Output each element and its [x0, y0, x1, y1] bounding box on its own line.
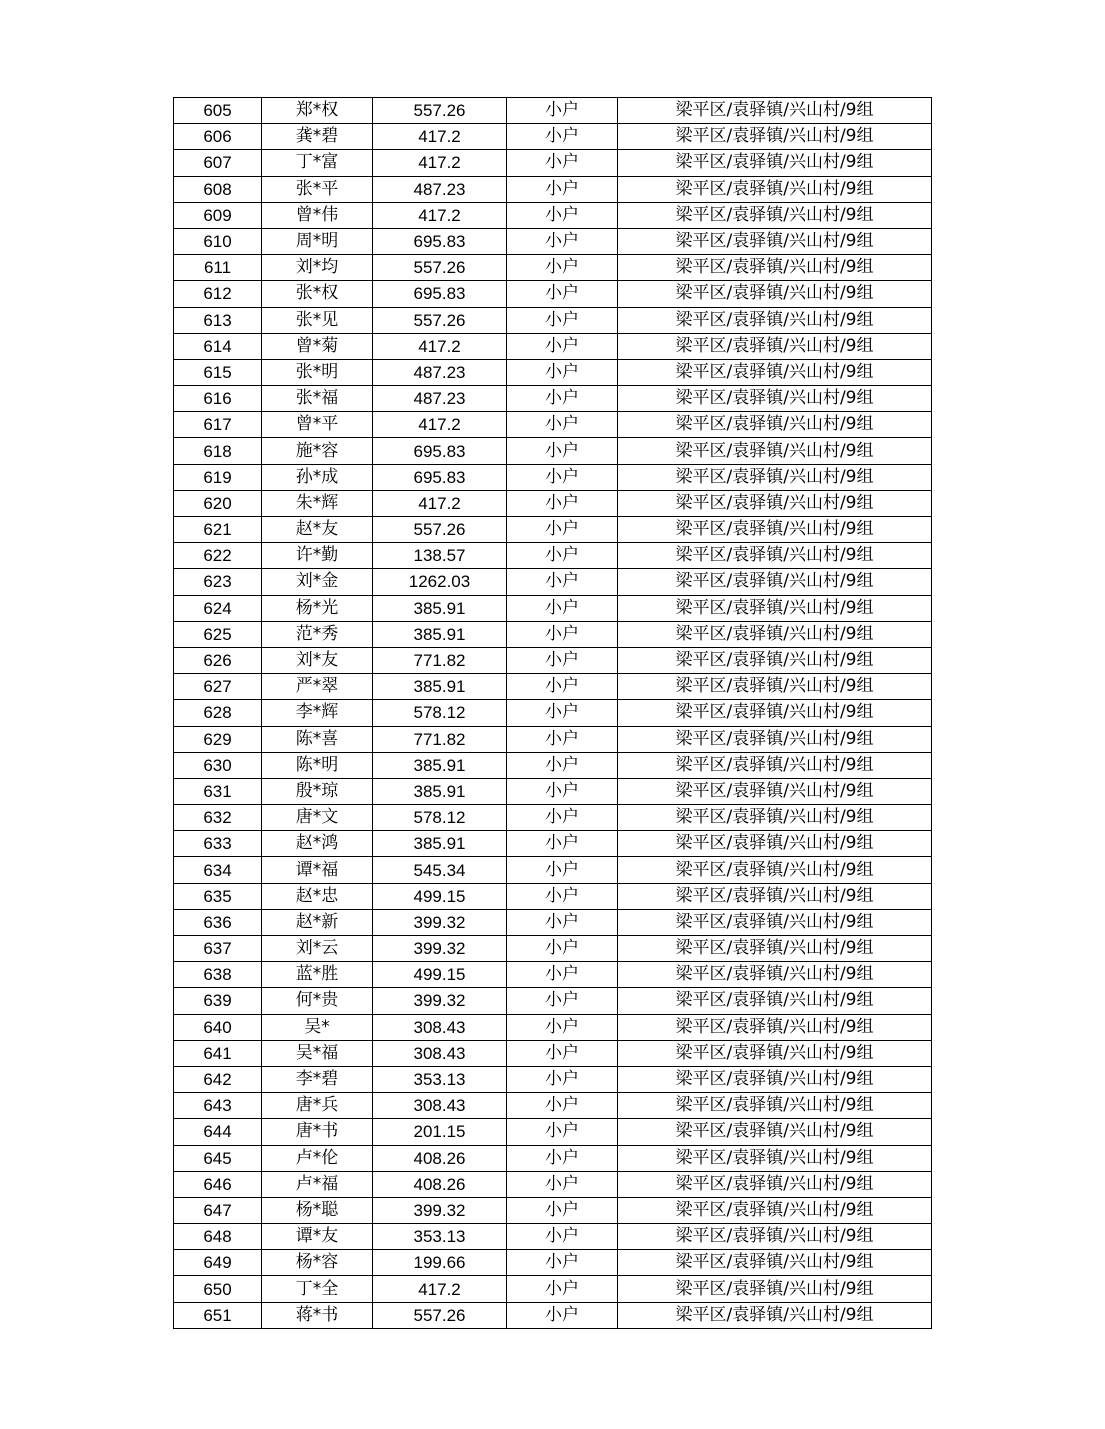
- row-location-cell: 梁平区/袁驿镇/兴山村/9组: [618, 202, 932, 228]
- table-row: [174, 752, 932, 778]
- row-id-cell: 606: [174, 124, 262, 150]
- table-row: [174, 1250, 932, 1276]
- table-row: [174, 1014, 932, 1040]
- table-row: [174, 726, 932, 752]
- row-type-cell: 小户: [507, 988, 618, 1014]
- row-type-cell: 小户: [507, 1145, 618, 1171]
- row-type-cell: 小户: [507, 1119, 618, 1145]
- row-type-cell: 小户: [507, 857, 618, 883]
- table-row: [174, 150, 932, 176]
- records-table: [173, 97, 932, 1329]
- row-area-cell: 385.91: [373, 674, 507, 700]
- table-row: [174, 386, 932, 412]
- row-area-cell: 417.2: [373, 1276, 507, 1302]
- row-id-cell: 646: [174, 1171, 262, 1197]
- row-name-cell: 刘*均: [262, 255, 373, 281]
- table-row: [174, 857, 932, 883]
- row-type-cell: 小户: [507, 490, 618, 516]
- row-area-cell: 499.15: [373, 883, 507, 909]
- table-row: [174, 124, 932, 150]
- row-type-cell: 小户: [507, 150, 618, 176]
- row-type-cell: 小户: [507, 726, 618, 752]
- table-row: [174, 1197, 932, 1223]
- table-row: [174, 595, 932, 621]
- row-name-cell: 赵*友: [262, 517, 373, 543]
- row-id-cell: 651: [174, 1302, 262, 1328]
- row-name-cell: 朱*辉: [262, 490, 373, 516]
- row-location-cell: 梁平区/袁驿镇/兴山村/9组: [618, 936, 932, 962]
- row-id-cell: 645: [174, 1145, 262, 1171]
- row-type-cell: 小户: [507, 1250, 618, 1276]
- table-row: [174, 176, 932, 202]
- row-location-cell: 梁平区/袁驿镇/兴山村/9组: [618, 386, 932, 412]
- row-id-cell: 612: [174, 281, 262, 307]
- row-id-cell: 626: [174, 647, 262, 673]
- row-id-cell: 638: [174, 962, 262, 988]
- row-location-cell: 梁平区/袁驿镇/兴山村/9组: [618, 857, 932, 883]
- row-location-cell: 梁平区/袁驿镇/兴山村/9组: [618, 490, 932, 516]
- table-row: [174, 464, 932, 490]
- row-location-cell: 梁平区/袁驿镇/兴山村/9组: [618, 255, 932, 281]
- table-row: [174, 543, 932, 569]
- row-location-cell: 梁平区/袁驿镇/兴山村/9组: [618, 1224, 932, 1250]
- row-id-cell: 630: [174, 752, 262, 778]
- row-id-cell: 621: [174, 517, 262, 543]
- row-id-cell: 616: [174, 386, 262, 412]
- row-id-cell: 644: [174, 1119, 262, 1145]
- row-area-cell: 353.13: [373, 1066, 507, 1092]
- row-area-cell: 399.32: [373, 909, 507, 935]
- row-id-cell: 649: [174, 1250, 262, 1276]
- row-location-cell: 梁平区/袁驿镇/兴山村/9组: [618, 595, 932, 621]
- row-area-cell: 353.13: [373, 1224, 507, 1250]
- row-id-cell: 614: [174, 333, 262, 359]
- row-area-cell: 408.26: [373, 1145, 507, 1171]
- table-row: [174, 1224, 932, 1250]
- row-name-cell: 周*明: [262, 228, 373, 254]
- row-area-cell: 308.43: [373, 1040, 507, 1066]
- row-id-cell: 620: [174, 490, 262, 516]
- row-area-cell: 557.26: [373, 98, 507, 124]
- row-area-cell: 399.32: [373, 988, 507, 1014]
- row-area-cell: 557.26: [373, 307, 507, 333]
- row-id-cell: 637: [174, 936, 262, 962]
- row-type-cell: 小户: [507, 307, 618, 333]
- row-area-cell: 408.26: [373, 1171, 507, 1197]
- row-name-cell: 刘*云: [262, 936, 373, 962]
- row-name-cell: 刘*金: [262, 569, 373, 595]
- row-location-cell: 梁平区/袁驿镇/兴山村/9组: [618, 831, 932, 857]
- row-name-cell: 吴*: [262, 1014, 373, 1040]
- row-type-cell: 小户: [507, 1093, 618, 1119]
- row-location-cell: 梁平区/袁驿镇/兴山村/9组: [618, 150, 932, 176]
- row-id-cell: 619: [174, 464, 262, 490]
- row-type-cell: 小户: [507, 595, 618, 621]
- records-table-body: [174, 98, 932, 1329]
- row-type-cell: 小户: [507, 333, 618, 359]
- row-type-cell: 小户: [507, 831, 618, 857]
- table-row: [174, 569, 932, 595]
- row-type-cell: 小户: [507, 386, 618, 412]
- table-row: [174, 674, 932, 700]
- row-type-cell: 小户: [507, 543, 618, 569]
- row-location-cell: 梁平区/袁驿镇/兴山村/9组: [618, 1119, 932, 1145]
- row-location-cell: 梁平区/袁驿镇/兴山村/9组: [618, 124, 932, 150]
- row-id-cell: 610: [174, 228, 262, 254]
- row-name-cell: 谭*友: [262, 1224, 373, 1250]
- table-row: [174, 909, 932, 935]
- row-id-cell: 615: [174, 359, 262, 385]
- row-id-cell: 636: [174, 909, 262, 935]
- table-row: [174, 1093, 932, 1119]
- table-row: [174, 805, 932, 831]
- row-name-cell: 蓝*胜: [262, 962, 373, 988]
- row-type-cell: 小户: [507, 202, 618, 228]
- row-id-cell: 608: [174, 176, 262, 202]
- row-name-cell: 张*平: [262, 176, 373, 202]
- table-row: [174, 490, 932, 516]
- row-name-cell: 殷*琼: [262, 778, 373, 804]
- row-name-cell: 丁*富: [262, 150, 373, 176]
- row-name-cell: 张*见: [262, 307, 373, 333]
- row-name-cell: 张*明: [262, 359, 373, 385]
- row-type-cell: 小户: [507, 674, 618, 700]
- table-row: [174, 883, 932, 909]
- row-name-cell: 龚*碧: [262, 124, 373, 150]
- row-area-cell: 771.82: [373, 647, 507, 673]
- row-type-cell: 小户: [507, 281, 618, 307]
- row-area-cell: 417.2: [373, 333, 507, 359]
- row-area-cell: 487.23: [373, 359, 507, 385]
- table-row: [174, 962, 932, 988]
- row-id-cell: 639: [174, 988, 262, 1014]
- row-location-cell: 梁平区/袁驿镇/兴山村/9组: [618, 176, 932, 202]
- row-type-cell: 小户: [507, 909, 618, 935]
- row-location-cell: 梁平区/袁驿镇/兴山村/9组: [618, 281, 932, 307]
- row-location-cell: 梁平区/袁驿镇/兴山村/9组: [618, 228, 932, 254]
- row-area-cell: 695.83: [373, 438, 507, 464]
- row-id-cell: 643: [174, 1093, 262, 1119]
- row-name-cell: 施*容: [262, 438, 373, 464]
- row-location-cell: 梁平区/袁驿镇/兴山村/9组: [618, 909, 932, 935]
- row-location-cell: 梁平区/袁驿镇/兴山村/9组: [618, 98, 932, 124]
- row-id-cell: 641: [174, 1040, 262, 1066]
- row-name-cell: 谭*福: [262, 857, 373, 883]
- row-id-cell: 609: [174, 202, 262, 228]
- row-id-cell: 618: [174, 438, 262, 464]
- table-row: [174, 1276, 932, 1302]
- table-row: [174, 98, 932, 124]
- row-id-cell: 633: [174, 831, 262, 857]
- row-area-cell: 417.2: [373, 202, 507, 228]
- row-location-cell: 梁平区/袁驿镇/兴山村/9组: [618, 333, 932, 359]
- row-type-cell: 小户: [507, 962, 618, 988]
- row-type-cell: 小户: [507, 805, 618, 831]
- row-type-cell: 小户: [507, 228, 618, 254]
- row-location-cell: 梁平区/袁驿镇/兴山村/9组: [618, 883, 932, 909]
- row-location-cell: 梁平区/袁驿镇/兴山村/9组: [618, 517, 932, 543]
- row-id-cell: 640: [174, 1014, 262, 1040]
- row-area-cell: 138.57: [373, 543, 507, 569]
- row-name-cell: 杨*容: [262, 1250, 373, 1276]
- row-location-cell: 梁平区/袁驿镇/兴山村/9组: [618, 543, 932, 569]
- row-location-cell: 梁平区/袁驿镇/兴山村/9组: [618, 752, 932, 778]
- table-row: [174, 1302, 932, 1328]
- row-type-cell: 小户: [507, 1014, 618, 1040]
- row-name-cell: 杨*聪: [262, 1197, 373, 1223]
- row-id-cell: 635: [174, 883, 262, 909]
- row-name-cell: 陈*喜: [262, 726, 373, 752]
- row-location-cell: 梁平区/袁驿镇/兴山村/9组: [618, 359, 932, 385]
- row-location-cell: 梁平区/袁驿镇/兴山村/9组: [618, 1014, 932, 1040]
- row-area-cell: 557.26: [373, 517, 507, 543]
- row-location-cell: 梁平区/袁驿镇/兴山村/9组: [618, 674, 932, 700]
- row-area-cell: 385.91: [373, 778, 507, 804]
- row-name-cell: 卢*福: [262, 1171, 373, 1197]
- row-area-cell: 308.43: [373, 1093, 507, 1119]
- table-row: [174, 936, 932, 962]
- row-type-cell: 小户: [507, 255, 618, 281]
- row-id-cell: 625: [174, 621, 262, 647]
- row-id-cell: 648: [174, 1224, 262, 1250]
- table-row: [174, 1119, 932, 1145]
- row-type-cell: 小户: [507, 1276, 618, 1302]
- row-location-cell: 梁平区/袁驿镇/兴山村/9组: [618, 962, 932, 988]
- row-location-cell: 梁平区/袁驿镇/兴山村/9组: [618, 1093, 932, 1119]
- row-area-cell: 499.15: [373, 962, 507, 988]
- row-location-cell: 梁平区/袁驿镇/兴山村/9组: [618, 988, 932, 1014]
- row-area-cell: 557.26: [373, 1302, 507, 1328]
- table-row: [174, 647, 932, 673]
- row-name-cell: 郑*权: [262, 98, 373, 124]
- row-type-cell: 小户: [507, 752, 618, 778]
- row-location-cell: 梁平区/袁驿镇/兴山村/9组: [618, 464, 932, 490]
- table-row: [174, 1040, 932, 1066]
- row-type-cell: 小户: [507, 1197, 618, 1223]
- row-id-cell: 647: [174, 1197, 262, 1223]
- row-type-cell: 小户: [507, 621, 618, 647]
- row-id-cell: 627: [174, 674, 262, 700]
- row-area-cell: 385.91: [373, 831, 507, 857]
- row-area-cell: 557.26: [373, 255, 507, 281]
- row-location-cell: 梁平区/袁驿镇/兴山村/9组: [618, 1302, 932, 1328]
- row-location-cell: 梁平区/袁驿镇/兴山村/9组: [618, 1040, 932, 1066]
- table-row: [174, 621, 932, 647]
- table-row: [174, 359, 932, 385]
- row-area-cell: 487.23: [373, 386, 507, 412]
- table-row: [174, 1066, 932, 1092]
- row-location-cell: 梁平区/袁驿镇/兴山村/9组: [618, 1066, 932, 1092]
- table-row: [174, 228, 932, 254]
- row-location-cell: 梁平区/袁驿镇/兴山村/9组: [618, 307, 932, 333]
- row-name-cell: 陈*明: [262, 752, 373, 778]
- table-row: [174, 988, 932, 1014]
- row-area-cell: 695.83: [373, 228, 507, 254]
- row-area-cell: 385.91: [373, 752, 507, 778]
- row-type-cell: 小户: [507, 359, 618, 385]
- row-area-cell: 417.2: [373, 490, 507, 516]
- row-area-cell: 695.83: [373, 464, 507, 490]
- row-location-cell: 梁平区/袁驿镇/兴山村/9组: [618, 1276, 932, 1302]
- row-type-cell: 小户: [507, 1171, 618, 1197]
- row-id-cell: 642: [174, 1066, 262, 1092]
- row-name-cell: 李*辉: [262, 700, 373, 726]
- row-id-cell: 623: [174, 569, 262, 595]
- row-type-cell: 小户: [507, 936, 618, 962]
- row-area-cell: 578.12: [373, 805, 507, 831]
- row-id-cell: 617: [174, 412, 262, 438]
- table-row: [174, 438, 932, 464]
- row-location-cell: 梁平区/袁驿镇/兴山村/9组: [618, 726, 932, 752]
- row-type-cell: 小户: [507, 1224, 618, 1250]
- row-area-cell: 385.91: [373, 621, 507, 647]
- table-row: [174, 202, 932, 228]
- row-location-cell: 梁平区/袁驿镇/兴山村/9组: [618, 805, 932, 831]
- row-area-cell: 199.66: [373, 1250, 507, 1276]
- row-type-cell: 小户: [507, 412, 618, 438]
- row-type-cell: 小户: [507, 176, 618, 202]
- row-type-cell: 小户: [507, 700, 618, 726]
- table-row: [174, 700, 932, 726]
- row-type-cell: 小户: [507, 438, 618, 464]
- row-location-cell: 梁平区/袁驿镇/兴山村/9组: [618, 412, 932, 438]
- row-area-cell: 417.2: [373, 150, 507, 176]
- row-type-cell: 小户: [507, 1302, 618, 1328]
- row-name-cell: 唐*书: [262, 1119, 373, 1145]
- row-name-cell: 刘*友: [262, 647, 373, 673]
- row-name-cell: 赵*新: [262, 909, 373, 935]
- row-area-cell: 695.83: [373, 281, 507, 307]
- row-location-cell: 梁平区/袁驿镇/兴山村/9组: [618, 569, 932, 595]
- row-location-cell: 梁平区/袁驿镇/兴山村/9组: [618, 1145, 932, 1171]
- row-location-cell: 梁平区/袁驿镇/兴山村/9组: [618, 1250, 932, 1276]
- row-type-cell: 小户: [507, 124, 618, 150]
- row-id-cell: 632: [174, 805, 262, 831]
- row-type-cell: 小户: [507, 98, 618, 124]
- row-area-cell: 399.32: [373, 936, 507, 962]
- row-id-cell: 629: [174, 726, 262, 752]
- table-row: [174, 255, 932, 281]
- row-name-cell: 张*福: [262, 386, 373, 412]
- row-area-cell: 545.34: [373, 857, 507, 883]
- row-location-cell: 梁平区/袁驿镇/兴山村/9组: [618, 700, 932, 726]
- row-location-cell: 梁平区/袁驿镇/兴山村/9组: [618, 438, 932, 464]
- row-location-cell: 梁平区/袁驿镇/兴山村/9组: [618, 647, 932, 673]
- table-row: [174, 1171, 932, 1197]
- row-type-cell: 小户: [507, 647, 618, 673]
- row-name-cell: 曾*平: [262, 412, 373, 438]
- row-name-cell: 赵*鸿: [262, 831, 373, 857]
- row-area-cell: 771.82: [373, 726, 507, 752]
- row-id-cell: 607: [174, 150, 262, 176]
- row-id-cell: 622: [174, 543, 262, 569]
- row-id-cell: 611: [174, 255, 262, 281]
- row-type-cell: 小户: [507, 569, 618, 595]
- row-area-cell: 308.43: [373, 1014, 507, 1040]
- table-row: [174, 517, 932, 543]
- row-id-cell: 634: [174, 857, 262, 883]
- row-type-cell: 小户: [507, 517, 618, 543]
- row-area-cell: 1262.03: [373, 569, 507, 595]
- row-location-cell: 梁平区/袁驿镇/兴山村/9组: [618, 778, 932, 804]
- row-name-cell: 丁*全: [262, 1276, 373, 1302]
- row-name-cell: 蒋*书: [262, 1302, 373, 1328]
- row-location-cell: 梁平区/袁驿镇/兴山村/9组: [618, 1197, 932, 1223]
- records-table-container: [173, 97, 931, 1329]
- row-name-cell: 卢*伦: [262, 1145, 373, 1171]
- row-name-cell: 范*秀: [262, 621, 373, 647]
- row-area-cell: 487.23: [373, 176, 507, 202]
- row-name-cell: 唐*兵: [262, 1093, 373, 1119]
- row-type-cell: 小户: [507, 1066, 618, 1092]
- row-id-cell: 624: [174, 595, 262, 621]
- row-id-cell: 650: [174, 1276, 262, 1302]
- row-type-cell: 小户: [507, 883, 618, 909]
- row-area-cell: 417.2: [373, 412, 507, 438]
- row-id-cell: 613: [174, 307, 262, 333]
- row-area-cell: 385.91: [373, 595, 507, 621]
- row-name-cell: 曾*菊: [262, 333, 373, 359]
- table-row: [174, 412, 932, 438]
- row-area-cell: 578.12: [373, 700, 507, 726]
- row-id-cell: 631: [174, 778, 262, 804]
- table-row: [174, 281, 932, 307]
- row-name-cell: 杨*光: [262, 595, 373, 621]
- row-name-cell: 孙*成: [262, 464, 373, 490]
- row-id-cell: 605: [174, 98, 262, 124]
- row-type-cell: 小户: [507, 778, 618, 804]
- row-location-cell: 梁平区/袁驿镇/兴山村/9组: [618, 1171, 932, 1197]
- row-name-cell: 严*翠: [262, 674, 373, 700]
- row-name-cell: 李*碧: [262, 1066, 373, 1092]
- table-row: [174, 333, 932, 359]
- row-name-cell: 许*勤: [262, 543, 373, 569]
- row-name-cell: 吴*福: [262, 1040, 373, 1066]
- row-type-cell: 小户: [507, 1040, 618, 1066]
- row-location-cell: 梁平区/袁驿镇/兴山村/9组: [618, 621, 932, 647]
- row-area-cell: 201.15: [373, 1119, 507, 1145]
- row-name-cell: 何*贵: [262, 988, 373, 1014]
- table-row: [174, 1145, 932, 1171]
- table-row: [174, 831, 932, 857]
- row-type-cell: 小户: [507, 464, 618, 490]
- row-name-cell: 曾*伟: [262, 202, 373, 228]
- row-name-cell: 唐*文: [262, 805, 373, 831]
- row-name-cell: 张*权: [262, 281, 373, 307]
- table-row: [174, 307, 932, 333]
- row-name-cell: 赵*忠: [262, 883, 373, 909]
- row-area-cell: 399.32: [373, 1197, 507, 1223]
- row-id-cell: 628: [174, 700, 262, 726]
- row-area-cell: 417.2: [373, 124, 507, 150]
- table-row: [174, 778, 932, 804]
